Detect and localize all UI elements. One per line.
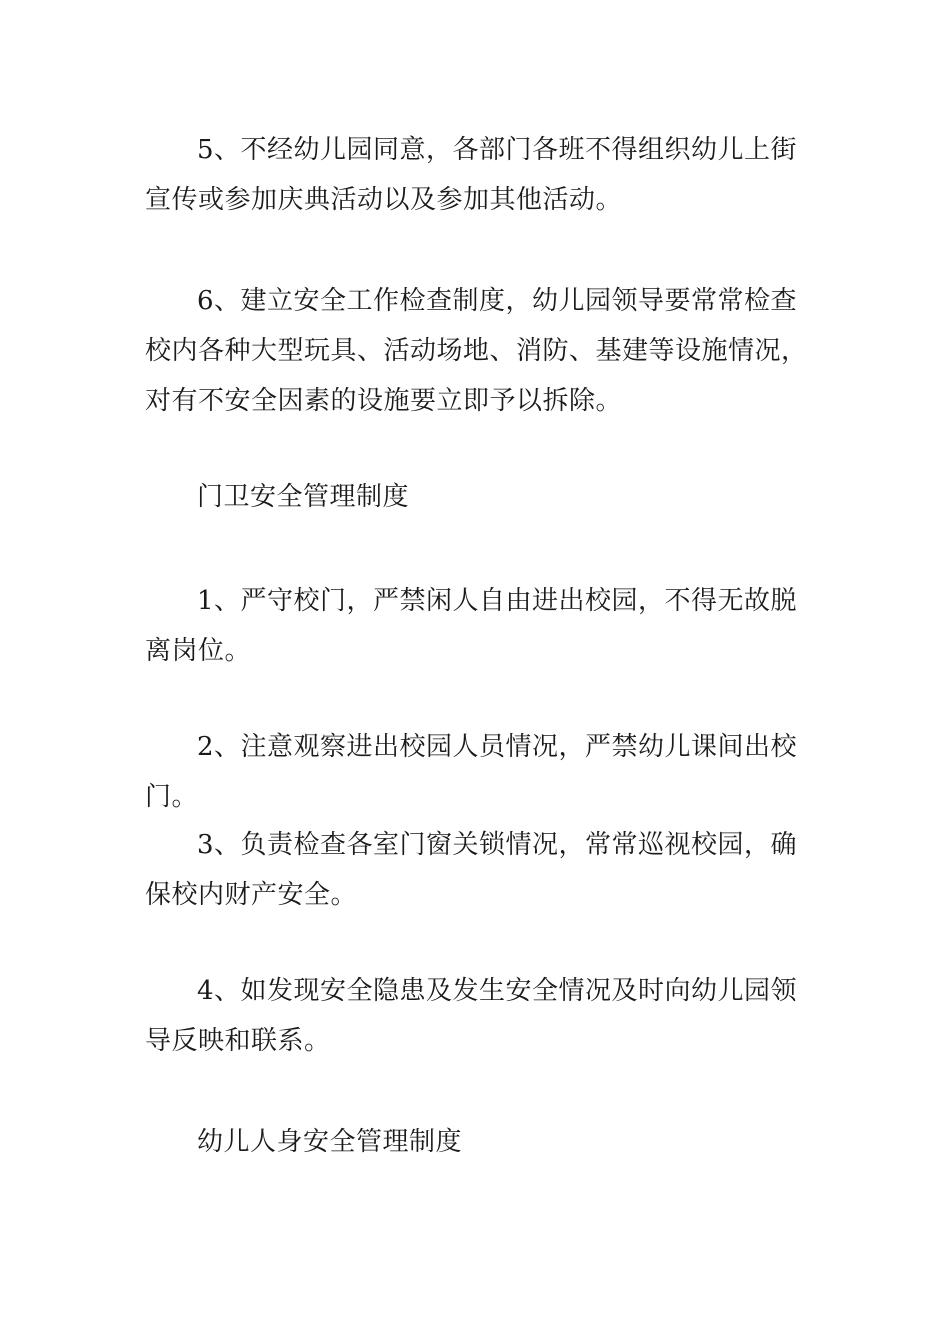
paragraph-rule-5: 5、不经幼儿园同意，各部门各班不得组织幼儿上街宣传或参加庆典活动以及参加其他活动。 [145,135,798,215]
paragraph-gate-rule-1: 1、严守校门，严禁闲人自由进出校园，不得无故脱离岗位。 [145,586,798,666]
section-heading-gate-safety: 门卫安全管理制度 [197,482,410,512]
paragraph-gate-rule-2: 2、注意观察进出校园人员情况，严禁幼儿课间出校门。 [145,732,798,812]
paragraph-gate-rule-3: 3、负责检查各室门窗关锁情况，常常巡视校园，确保校内财产安全。 [145,830,798,910]
paragraph-gate-rule-4: 4、如发现安全隐患及发生安全情况及时向幼儿园领导反映和联系。 [145,976,798,1056]
section-heading-child-safety: 幼儿人身安全管理制度 [197,1127,463,1157]
paragraph-rule-6: 6、建立安全工作检查制度，幼儿园领导要常常检查校内各种大型玩具、活动场地、消防、基建等设施情况，对有不安全因素的设施要立即予以拆除。 [145,286,808,416]
